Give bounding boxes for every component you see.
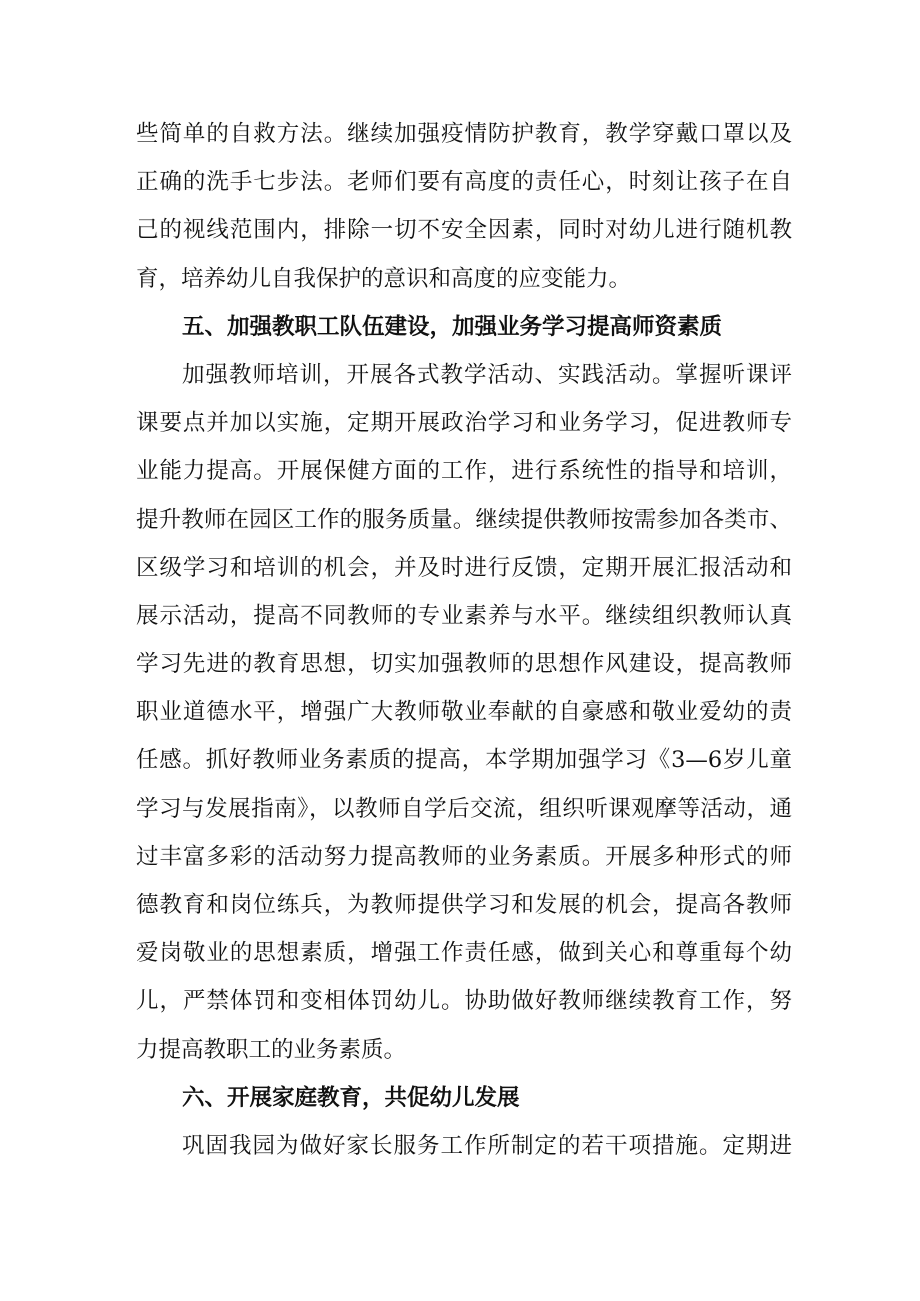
body-line: 课要点并加以实施，定期开展政治学习和业务学习，促进教师专	[136, 410, 792, 437]
document-page	[136, 110, 792, 1170]
body-line: 加强教师培训，开展各式教学活动、实践活动。掌握听课评	[182, 361, 792, 388]
body-line: 提升教师在园区工作的服务质量。继续提供教师按需参加各类市、	[136, 506, 792, 533]
body-line: 学习先进的教育思想，切实加强教师的思想作风建设，提高教师	[136, 651, 792, 678]
section-heading: 六、开展家庭教育，共促幼儿发展	[182, 1084, 520, 1111]
body-line: 爱岗敬业的思想素质，增强工作责任感，做到关心和尊重每个幼	[136, 940, 792, 967]
body-line: 学习与发展指南》，以教师自学后交流，组织听课观摩等活动，通	[136, 795, 792, 822]
body-line: 德教育和岗位练兵，为教师提供学习和发展的机会，提高各教师	[136, 892, 792, 918]
body-line: 己的视线范围内，排除一切不安全因素，同时对幼儿进行随机教	[136, 217, 792, 244]
body-line: 儿，严禁体罚和变相体罚幼儿。协助做好教师继续教育工作，努	[136, 988, 792, 1015]
body-line: 展示活动，提高不同教师的专业素养与水平。继续组织教师认真	[136, 602, 792, 629]
body-line: 职业道德水平，增强广大教师敬业奉献的自豪感和敬业爱幼的责	[136, 699, 792, 726]
body-line: 些简单的自救方法。继续加强疫情防护教育，教学穿戴口罩以及	[136, 121, 792, 147]
body-line: 育，培养幼儿自我保护的意识和高度的应变能力。	[136, 265, 632, 292]
body-line: 任感。抓好教师业务素质的提高，本学期加强学习《3—6岁儿童	[136, 747, 792, 774]
body-line: 过丰富多彩的活动努力提高教师的业务素质。开展多种形式的师	[136, 843, 792, 870]
body-line: 正确的洗手七步法。老师们要有高度的责任心，时刻让孩子在自	[136, 169, 792, 196]
section-heading: 五、加强教职工队伍建设，加强业务学习提高师资素质	[182, 313, 723, 340]
body-line: 区级学习和培训的机会，并及时进行反馈，定期开展汇报活动和	[136, 554, 792, 581]
body-line: 业能力提高。开展保健方面的工作，进行系统性的指导和培训，	[136, 458, 792, 485]
body-line: 力提高教职工的业务素质。	[136, 1036, 407, 1063]
body-line: 巩固我园为做好家长服务工作所制定的若干项措施。定期进	[182, 1132, 792, 1159]
